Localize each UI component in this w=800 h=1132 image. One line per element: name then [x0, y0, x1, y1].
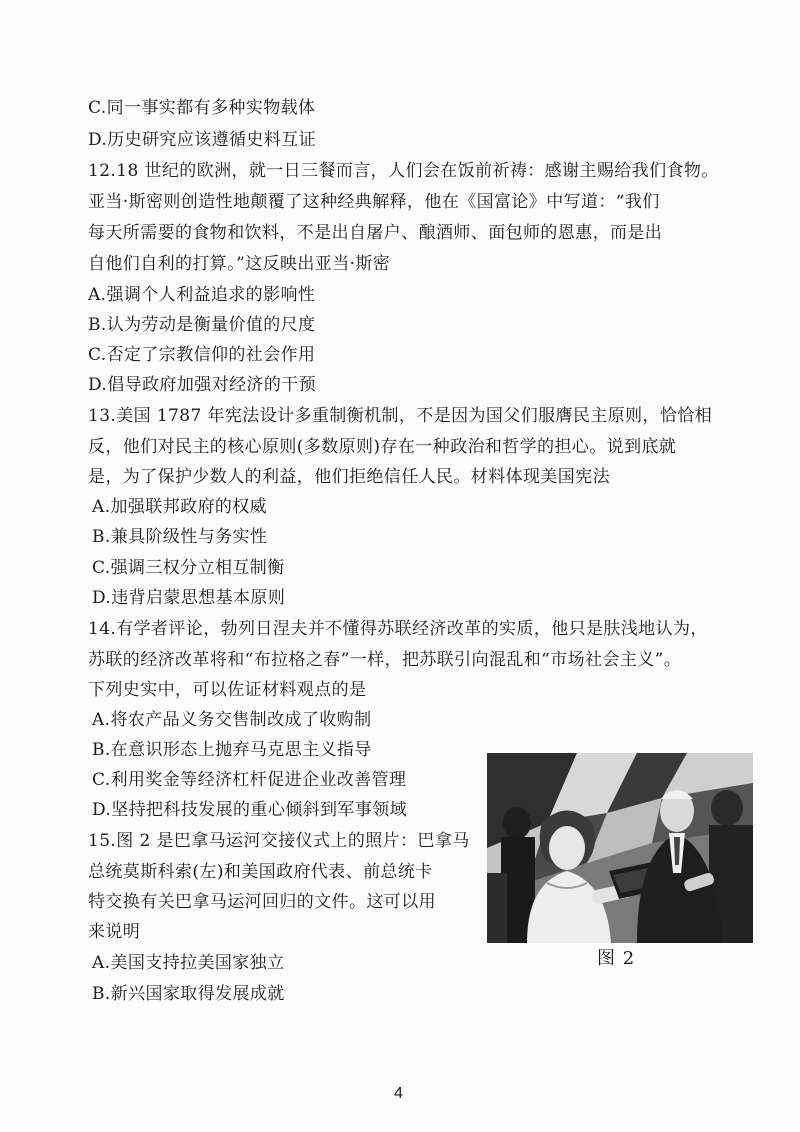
q14-stem-line-3: 下列史实中，可以佐证材料观点的是 — [88, 680, 367, 700]
q11-option-c: C.同一事实都有多种实物载体 — [88, 98, 316, 118]
q15-stem-line-4: 来说明 — [88, 922, 141, 942]
q14-stem-line-1: 14.有学者评论，勃列日涅夫并不懂得苏联经济改革的实质，他只是肤浅地认为， — [88, 619, 708, 639]
q15-stem-line-2: 总统莫斯科索(左)和美国政府代表、前总统卡 — [88, 862, 433, 882]
q14-option-b: B.在意识形态上抛弃马克思主义指导 — [92, 740, 372, 760]
q12-stem-line-4: 自他们自利的打算。”这反映出亚当·斯密 — [88, 254, 391, 274]
q14-option-c: C.利用奖金等经济杠杆促进企业改善管理 — [92, 770, 407, 790]
q12-option-c: C.否定了宗教信仰的社会作用 — [88, 345, 316, 365]
q14-stem-line-2: 苏联的经济改革将和“布拉格之春”一样，把苏联引向混乱和“市场社会主义”。 — [88, 650, 682, 670]
q12-option-b: B.认为劳动是衡量价值的尺度 — [88, 315, 316, 335]
q12-stem-line-3: 每天所需要的食物和饮料，不是出自屠户、酿酒师、面包师的恩惠，而是出 — [88, 223, 663, 243]
q13-option-b: B.兼具阶级性与务实性 — [92, 527, 268, 547]
q12-option-a: A.强调个人利益追求的影响性 — [88, 285, 316, 305]
q15-option-a: A.美国支持拉美国家独立 — [92, 953, 285, 973]
q11-option-d: D.历史研究应该遵循史料互证 — [88, 130, 317, 150]
q12-stem-line-2: 亚当·斯密则创造性地颠覆了这种经典解释，他在《国富论》中写道：“我们 — [88, 192, 660, 212]
q15-stem-line-1: 15.图 2 是巴拿马运河交接仪式上的照片：巴拿马 — [88, 831, 470, 851]
q14-option-a: A.将农产品义务交售制改成了收购制 — [92, 710, 372, 730]
figure-2-caption: 图 2 — [597, 948, 636, 969]
q13-option-c: C.强调三权分立相互制衡 — [92, 558, 285, 578]
q13-stem-line-3: 是，为了保护少数人的利益，他们拒绝信任人民。材料体现美国宪法 — [88, 467, 610, 487]
q13-stem-line-1: 13.美国 1787 年宪法设计多重制衡机制，不是因为国父们服膺民主原则，恰恰相 — [88, 406, 713, 426]
figure-2-photo — [487, 753, 753, 943]
q15-option-b: B.新兴国家取得发展成就 — [92, 984, 285, 1004]
q13-stem-line-2: 反，他们对民主的核心原则(多数原则)存在一种政治和哲学的担心。说到底就 — [88, 437, 677, 457]
q12-stem-line-1: 12.18 世纪的欧洲，就一日三餐而言，人们会在饭前祈祷：感谢主赐给我们食物。 — [88, 161, 719, 181]
q13-option-d: D.违背启蒙思想基本原则 — [92, 588, 286, 608]
handover-ceremony-illustration — [487, 753, 753, 943]
q14-option-d: D.坚持把科技发展的重心倾斜到军事领域 — [92, 800, 408, 820]
q15-stem-line-3: 特交换有关巴拿马运河回归的文件。这可以用 — [88, 892, 436, 912]
q12-option-d: D.倡导政府加强对经济的干预 — [88, 375, 317, 395]
q13-option-a: A.加强联邦政府的权威 — [92, 497, 268, 517]
background-person — [503, 807, 531, 839]
page-number: 4 — [394, 1085, 403, 1102]
